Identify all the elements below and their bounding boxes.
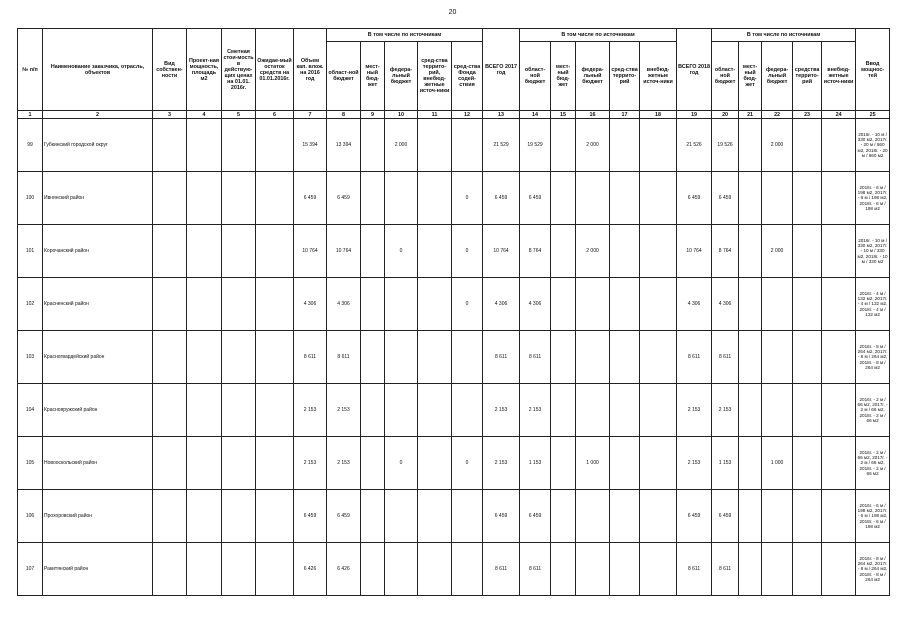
value-cell-17 — [610, 225, 640, 278]
value-cell-3 — [153, 331, 187, 384]
value-cell-24 — [822, 172, 856, 225]
value-cell-22 — [762, 384, 793, 437]
column-number: 14 — [520, 111, 551, 119]
value-cell-13: 8 611 — [483, 543, 520, 596]
value-cell-15 — [551, 543, 576, 596]
value-cell-7: 2 153 — [294, 437, 327, 490]
value-cell-5 — [222, 278, 256, 331]
value-cell-20: 19 526 — [712, 119, 739, 172]
value-cell-23 — [793, 437, 822, 490]
col-header-3: Вид собствен-ности — [153, 29, 187, 111]
value-cell-14: 1 153 — [520, 437, 551, 490]
value-cell-14: 4 306 — [520, 278, 551, 331]
value-cell-9 — [361, 172, 385, 225]
value-cell-18 — [640, 172, 677, 225]
value-cell-6 — [256, 119, 294, 172]
value-cell-8: 6 426 — [327, 543, 361, 596]
col-header-6: Ожидае-мый остаток средств на 01.01.2016г. — [256, 29, 294, 111]
value-cell-14: 6 459 — [520, 172, 551, 225]
value-cell-3 — [153, 437, 187, 490]
value-cell-12 — [452, 543, 483, 596]
value-cell-7: 2 153 — [294, 384, 327, 437]
value-cell-3 — [153, 543, 187, 596]
value-cell-8: 4 306 — [327, 278, 361, 331]
value-cell-18 — [640, 331, 677, 384]
capacity-note: 2016г. - 2 м / 66 м2, 2017г. - 2 м / 66 м2, 2018г. - 2 м / 66 м2 — [856, 384, 890, 437]
value-cell-13: 6 459 — [483, 172, 520, 225]
value-cell-7: 6 459 — [294, 490, 327, 543]
value-cell-19: 8 611 — [677, 543, 712, 596]
value-cell-12: 0 — [452, 225, 483, 278]
col-header-25: Ввод мощнос-тей — [856, 29, 890, 111]
value-cell-17 — [610, 119, 640, 172]
column-number: 18 — [640, 111, 677, 119]
object-name: Краснояружский район — [43, 384, 153, 437]
row-number: 104 — [18, 384, 43, 437]
value-cell-5 — [222, 543, 256, 596]
column-number: 9 — [361, 111, 385, 119]
value-cell-16 — [576, 278, 610, 331]
value-cell-15 — [551, 225, 576, 278]
value-cell-13: 21 529 — [483, 119, 520, 172]
value-cell-15 — [551, 384, 576, 437]
value-cell-5 — [222, 225, 256, 278]
value-cell-20: 2 153 — [712, 384, 739, 437]
row-number: 103 — [18, 331, 43, 384]
value-cell-6 — [256, 384, 294, 437]
value-cell-13: 2 153 — [483, 437, 520, 490]
value-cell-6 — [256, 331, 294, 384]
value-cell-22 — [762, 172, 793, 225]
value-cell-20: 6 459 — [712, 490, 739, 543]
value-cell-6 — [256, 543, 294, 596]
value-cell-16 — [576, 384, 610, 437]
value-cell-17 — [610, 172, 640, 225]
column-number: 17 — [610, 111, 640, 119]
value-cell-21 — [739, 119, 762, 172]
value-cell-24 — [822, 490, 856, 543]
value-cell-9 — [361, 225, 385, 278]
value-cell-15 — [551, 331, 576, 384]
value-cell-12 — [452, 331, 483, 384]
value-cell-5 — [222, 119, 256, 172]
object-name: Новооскольский район — [43, 437, 153, 490]
value-cell-23 — [793, 490, 822, 543]
value-cell-5 — [222, 490, 256, 543]
value-cell-22 — [762, 331, 793, 384]
value-cell-23 — [793, 384, 822, 437]
col-header-18: внебюд-жетные источ-ники — [640, 42, 677, 111]
value-cell-21 — [739, 278, 762, 331]
header-row-groups — [18, 29, 890, 42]
value-cell-15 — [551, 119, 576, 172]
group-header-2016: В том числе по источникам — [327, 29, 483, 42]
value-cell-8: 13 394 — [327, 119, 361, 172]
value-cell-9 — [361, 384, 385, 437]
value-cell-23 — [793, 119, 822, 172]
value-cell-14: 2 153 — [520, 384, 551, 437]
value-cell-10 — [385, 172, 418, 225]
value-cell-21 — [739, 437, 762, 490]
value-cell-13: 8 611 — [483, 331, 520, 384]
value-cell-3 — [153, 278, 187, 331]
value-cell-19: 2 153 — [677, 437, 712, 490]
value-cell-24 — [822, 437, 856, 490]
value-cell-19: 2 153 — [677, 384, 712, 437]
value-cell-17 — [610, 437, 640, 490]
value-cell-24 — [822, 225, 856, 278]
value-cell-14: 19 529 — [520, 119, 551, 172]
capacity-note: 2016г. - 8 м / 264 м2, 2017г. - 8 м / 264 м2, 2018г. - 8 м / 264 м2 — [856, 543, 890, 596]
value-cell-24 — [822, 278, 856, 331]
column-number: 16 — [576, 111, 610, 119]
value-cell-7: 6 459 — [294, 172, 327, 225]
value-cell-10 — [385, 490, 418, 543]
value-cell-11 — [418, 278, 452, 331]
value-cell-20: 8 611 — [712, 543, 739, 596]
value-cell-5 — [222, 384, 256, 437]
value-cell-9 — [361, 437, 385, 490]
value-cell-12: 0 — [452, 437, 483, 490]
value-cell-11 — [418, 543, 452, 596]
value-cell-14: 8 611 — [520, 331, 551, 384]
value-cell-18 — [640, 119, 677, 172]
value-cell-16 — [576, 172, 610, 225]
table-row — [18, 437, 890, 490]
column-number: 2 — [43, 111, 153, 119]
value-cell-22: 2 000 — [762, 225, 793, 278]
value-cell-19: 21 526 — [677, 119, 712, 172]
value-cell-15 — [551, 172, 576, 225]
col-header-15: мест-ный бюд-жет — [551, 42, 576, 111]
value-cell-6 — [256, 225, 294, 278]
table-row — [18, 278, 890, 331]
value-cell-10: 0 — [385, 225, 418, 278]
table-row — [18, 172, 890, 225]
value-cell-16 — [576, 543, 610, 596]
value-cell-8: 10 764 — [327, 225, 361, 278]
value-cell-11 — [418, 437, 452, 490]
value-cell-13: 4 306 — [483, 278, 520, 331]
column-number: 11 — [418, 111, 452, 119]
col-header-23: средства террито-рий — [793, 42, 822, 111]
value-cell-22: 1 000 — [762, 437, 793, 490]
value-cell-18 — [640, 384, 677, 437]
group-header-2017: В том числе по источникам — [520, 29, 677, 42]
value-cell-10 — [385, 278, 418, 331]
value-cell-21 — [739, 172, 762, 225]
value-cell-15 — [551, 437, 576, 490]
value-cell-6 — [256, 490, 294, 543]
value-cell-8: 6 459 — [327, 490, 361, 543]
col-header-20: област-ной бюджет — [712, 42, 739, 111]
value-cell-12 — [452, 119, 483, 172]
column-number: 20 — [712, 111, 739, 119]
value-cell-4 — [187, 543, 222, 596]
table-row — [18, 119, 890, 172]
object-name: Ивнянский район — [43, 172, 153, 225]
value-cell-17 — [610, 490, 640, 543]
column-number: 13 — [483, 111, 520, 119]
value-cell-23 — [793, 331, 822, 384]
value-cell-13: 6 459 — [483, 490, 520, 543]
column-number: 21 — [739, 111, 762, 119]
value-cell-23 — [793, 225, 822, 278]
value-cell-4 — [187, 437, 222, 490]
value-cell-4 — [187, 331, 222, 384]
value-cell-4 — [187, 278, 222, 331]
column-number: 4 — [187, 111, 222, 119]
value-cell-7: 4 306 — [294, 278, 327, 331]
col-header-2: Наименование заказчика, отрасль, объектов — [43, 29, 153, 111]
value-cell-14: 8 764 — [520, 225, 551, 278]
col-header-24: внебюд-жетные источ-ники — [822, 42, 856, 111]
column-number: 6 — [256, 111, 294, 119]
value-cell-13: 10 764 — [483, 225, 520, 278]
group-header-2018: В том числе по источникам — [712, 29, 856, 42]
column-number: 8 — [327, 111, 361, 119]
value-cell-6 — [256, 437, 294, 490]
value-cell-11 — [418, 490, 452, 543]
value-cell-21 — [739, 490, 762, 543]
column-number: 1 — [18, 111, 43, 119]
col-header-8: област-ной бюджет — [327, 42, 361, 111]
column-number: 22 — [762, 111, 793, 119]
value-cell-22 — [762, 278, 793, 331]
value-cell-4 — [187, 384, 222, 437]
table-row — [18, 331, 890, 384]
object-name: Корочанский район — [43, 225, 153, 278]
value-cell-20: 1 153 — [712, 437, 739, 490]
value-cell-4 — [187, 119, 222, 172]
value-cell-10 — [385, 543, 418, 596]
value-cell-12 — [452, 490, 483, 543]
table-row — [18, 225, 890, 278]
col-header-12: сред-ства Фонда содей-ствия — [452, 42, 483, 111]
value-cell-7: 15 394 — [294, 119, 327, 172]
value-cell-3 — [153, 384, 187, 437]
value-cell-5 — [222, 437, 256, 490]
capacity-note: 2016г. - 4 м / 132 м2, 2017г. - 4 м / 132 м2, 2018г. - 4 м / 132 м2 — [856, 278, 890, 331]
column-number: 19 — [677, 111, 712, 119]
column-number: 12 — [452, 111, 483, 119]
value-cell-20: 4 306 — [712, 278, 739, 331]
value-cell-17 — [610, 331, 640, 384]
column-numbers-row — [18, 111, 890, 119]
value-cell-24 — [822, 384, 856, 437]
value-cell-22 — [762, 490, 793, 543]
column-number: 5 — [222, 111, 256, 119]
value-cell-11 — [418, 384, 452, 437]
row-number: 102 — [18, 278, 43, 331]
value-cell-3 — [153, 490, 187, 543]
value-cell-18 — [640, 437, 677, 490]
value-cell-24 — [822, 331, 856, 384]
col-header-22: федера-льный бюджет — [762, 42, 793, 111]
value-cell-9 — [361, 543, 385, 596]
value-cell-12 — [452, 384, 483, 437]
value-cell-18 — [640, 278, 677, 331]
value-cell-8: 8 611 — [327, 331, 361, 384]
object-name: Ракитянский район — [43, 543, 153, 596]
value-cell-20: 6 459 — [712, 172, 739, 225]
value-cell-19: 10 764 — [677, 225, 712, 278]
value-cell-21 — [739, 384, 762, 437]
value-cell-15 — [551, 490, 576, 543]
value-cell-16: 2 000 — [576, 225, 610, 278]
value-cell-5 — [222, 172, 256, 225]
value-cell-3 — [153, 225, 187, 278]
value-cell-14: 8 611 — [520, 543, 551, 596]
col-header-1: № п/п — [18, 29, 43, 111]
col-header-14: област-ной бюджет — [520, 42, 551, 111]
col-header-4: Проект-ная мощность, площадь м2 — [187, 29, 222, 111]
value-cell-21 — [739, 543, 762, 596]
value-cell-4 — [187, 490, 222, 543]
value-cell-22 — [762, 543, 793, 596]
value-cell-12: 0 — [452, 172, 483, 225]
capacity-note: 2016г. - 2 м / 66 м2, 2017г. - 2 м / 66 м2, 2018г. - 2 м / 66 м2 — [856, 437, 890, 490]
value-cell-10: 2 000 — [385, 119, 418, 172]
value-cell-12: 0 — [452, 278, 483, 331]
column-number: 25 — [856, 111, 890, 119]
value-cell-24 — [822, 119, 856, 172]
value-cell-19: 6 459 — [677, 490, 712, 543]
col-header-19: ВСЕГО 2018 год — [677, 29, 712, 111]
table-row — [18, 490, 890, 543]
value-cell-16 — [576, 331, 610, 384]
value-cell-13: 2 153 — [483, 384, 520, 437]
row-number: 106 — [18, 490, 43, 543]
column-number: 3 — [153, 111, 187, 119]
value-cell-7: 10 764 — [294, 225, 327, 278]
value-cell-18 — [640, 543, 677, 596]
value-cell-9 — [361, 490, 385, 543]
value-cell-11 — [418, 172, 452, 225]
value-cell-16: 1 000 — [576, 437, 610, 490]
value-cell-7: 8 611 — [294, 331, 327, 384]
value-cell-4 — [187, 172, 222, 225]
value-cell-6 — [256, 278, 294, 331]
col-header-11: сред-ства террито-рий, внебюд-жетные источ-ники — [418, 42, 452, 111]
value-cell-6 — [256, 172, 294, 225]
value-cell-19: 8 611 — [677, 331, 712, 384]
col-header-5: Сметная стои-мость в действую-щих ценах на 01.01. 2016г. — [222, 29, 256, 111]
value-cell-18 — [640, 225, 677, 278]
value-cell-18 — [640, 490, 677, 543]
value-cell-11 — [418, 119, 452, 172]
value-cell-17 — [610, 278, 640, 331]
capacity-note: 2016г. - 6 м / 198 м2, 2017г. - 6 м / 198 м2, 2018г. - 6 м / 198 м2 — [856, 490, 890, 543]
value-cell-15 — [551, 278, 576, 331]
value-cell-3 — [153, 119, 187, 172]
value-cell-17 — [610, 384, 640, 437]
column-number: 7 — [294, 111, 327, 119]
capacity-note: 2016г. - 10 м / 330 м2, 2017г. - 10 м / 330 м2, 2018г. - 10 м / 330 м2 — [856, 225, 890, 278]
object-name: Прохоровский район — [43, 490, 153, 543]
col-header-21: мест-ный бюд-жет — [739, 42, 762, 111]
value-cell-14: 6 459 — [520, 490, 551, 543]
object-name: Красненский район — [43, 278, 153, 331]
row-number: 101 — [18, 225, 43, 278]
col-header-7: Объем кап. влож. на 2016 год — [294, 29, 327, 111]
object-name: Красногвардейский район — [43, 331, 153, 384]
value-cell-5 — [222, 331, 256, 384]
value-cell-9 — [361, 278, 385, 331]
value-cell-8: 2 153 — [327, 437, 361, 490]
value-cell-21 — [739, 331, 762, 384]
col-header-9: мест-ный бюд-жет — [361, 42, 385, 111]
row-number: 105 — [18, 437, 43, 490]
table-row — [18, 543, 890, 596]
value-cell-19: 4 306 — [677, 278, 712, 331]
column-number: 24 — [822, 111, 856, 119]
capacity-note: 2016г. - 6 м / 198 м2, 2017г. - 6 м / 198 м2, 2018г. - 6 м / 198 м2 — [856, 172, 890, 225]
value-cell-24 — [822, 543, 856, 596]
value-cell-23 — [793, 172, 822, 225]
object-name: Губкинский городской округ — [43, 119, 153, 172]
column-number: 23 — [793, 111, 822, 119]
value-cell-19: 6 459 — [677, 172, 712, 225]
value-cell-20: 8 611 — [712, 331, 739, 384]
value-cell-23 — [793, 543, 822, 596]
col-header-10: федера-льный бюджет — [385, 42, 418, 111]
capacity-note: 2016г. - 10 м / 330 м2, 2017г. - 20 м / 660 м2, 2018г. - 20 м / 660 м2 — [856, 119, 890, 172]
value-cell-10 — [385, 331, 418, 384]
value-cell-7: 6 426 — [294, 543, 327, 596]
capacity-note: 2016г. - 8 м / 264 м2, 2017г. - 8 м / 264 м2, 2018г. - 8 м / 264 м2 — [856, 331, 890, 384]
value-cell-16: 2 000 — [576, 119, 610, 172]
column-number: 15 — [551, 111, 576, 119]
row-number: 107 — [18, 543, 43, 596]
col-header-17: сред-ства террито-рий — [610, 42, 640, 111]
value-cell-20: 8 764 — [712, 225, 739, 278]
row-number: 100 — [18, 172, 43, 225]
value-cell-22: 2 000 — [762, 119, 793, 172]
table-row — [18, 384, 890, 437]
value-cell-17 — [610, 543, 640, 596]
col-header-16: федера-льный бюджет — [576, 42, 610, 111]
value-cell-10: 0 — [385, 437, 418, 490]
page-number: 20 — [448, 9, 457, 16]
value-cell-8: 6 459 — [327, 172, 361, 225]
value-cell-16 — [576, 490, 610, 543]
value-cell-21 — [739, 225, 762, 278]
row-number: 99 — [18, 119, 43, 172]
value-cell-23 — [793, 278, 822, 331]
value-cell-3 — [153, 172, 187, 225]
value-cell-8: 2 153 — [327, 384, 361, 437]
column-number: 10 — [385, 111, 418, 119]
value-cell-10 — [385, 384, 418, 437]
investment-table — [17, 28, 890, 596]
value-cell-9 — [361, 119, 385, 172]
value-cell-4 — [187, 225, 222, 278]
col-header-13: ВСЕГО 2017 год — [483, 29, 520, 111]
value-cell-9 — [361, 331, 385, 384]
table-body — [18, 119, 890, 596]
value-cell-11 — [418, 331, 452, 384]
value-cell-11 — [418, 225, 452, 278]
